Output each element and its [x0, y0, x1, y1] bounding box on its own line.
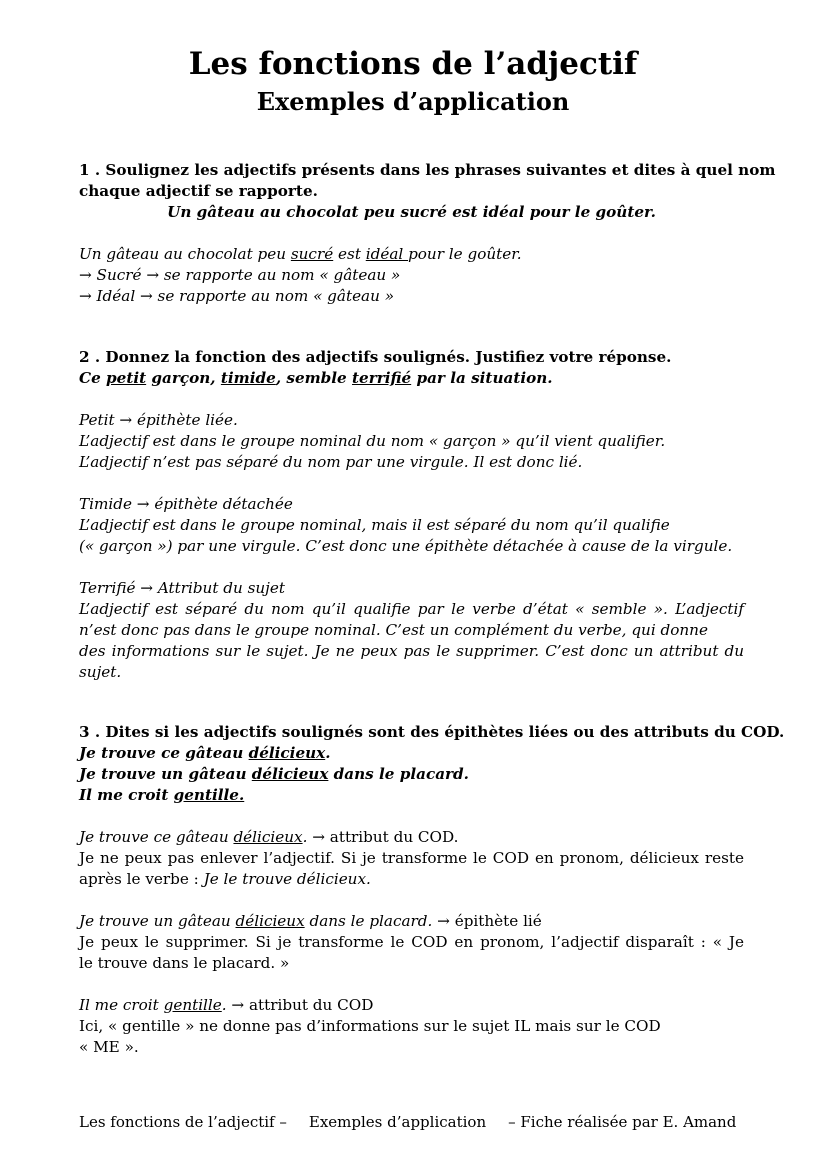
ex2-timide-heading: Timide → épithète détachée — [79, 495, 293, 513]
ex3-sentence-1: Je trouve ce gâteau délicieux. — [79, 744, 331, 762]
ex2-terrifie-line4: sujet. — [79, 663, 122, 681]
ex3-answer1-line2: Je ne peux pas enlever l’adjectif. Si je transforme le COD en pronom, délicieux reste — [79, 849, 744, 867]
ex2-petit-line1: L’adjectif est dans le groupe nominal du nom « garçon » qu’il vient qualifier. — [79, 432, 666, 450]
underlined-adjective: gentille — [163, 996, 222, 1014]
underlined-adjective: terrifié — [352, 369, 412, 387]
ex3-answer3-line3: « ME ». — [79, 1038, 139, 1056]
page-subtitle: Exemples d’application — [256, 87, 570, 116]
ex2-sentence: Ce petit garçon, timide, semble terrifié par la situation. — [79, 369, 553, 387]
underlined-adjective: délicieux — [251, 765, 329, 783]
ex1-answer-line3: → Idéal → se rapporte au nom « gâteau » — [79, 287, 395, 305]
ex2-petit-heading: Petit → épithète liée. — [79, 411, 238, 429]
ex2-terrifie-line1: L’adjectif est séparé du nom qu’il qualifie par le verbe d’état « semble ». L’adjectif — [79, 600, 744, 618]
ex3-answer2-line2: Je peux le supprimer. Si je transforme le COD en pronom, l’adjectif disparaît : « Je — [79, 933, 744, 951]
ex2-terrifie-line3: des informations sur le sujet. Je ne peux pas le supprimer. C’est donc un attribut du — [79, 642, 744, 660]
footer-part-2: Exemples d’application — [308, 1113, 487, 1131]
underlined-adjective: sucré — [290, 245, 334, 263]
exercise-1 — [79, 160, 776, 307]
ex1-sentence: Un gâteau au chocolat peu sucré est idéal pour le goûter. — [167, 203, 656, 221]
ex2-timide-line1: L’adjectif est dans le groupe nominal, mais il est séparé du nom qu’il qualifie — [79, 516, 670, 534]
ex3-answer1-heading: Je trouve ce gâteau délicieux. → attribut du COD. — [79, 828, 459, 846]
ex3-answer2-heading: Je trouve un gâteau délicieux dans le placard. → épithète lié — [79, 912, 542, 930]
underlined-adjective: gentille. — [173, 786, 245, 804]
ex2-question: 2 . Donnez la fonction des adjectifs soulignés. Justifiez votre réponse. — [79, 348, 672, 366]
ex1-answer-line2: → Sucré → se rapporte au nom « gâteau » — [79, 266, 401, 284]
ex3-sentence-2: Je trouve un gâteau délicieux dans le placard. — [79, 765, 469, 783]
exercise-2 — [79, 347, 744, 683]
underlined-adjective: petit — [106, 369, 147, 387]
ex1-question-line2: chaque adjectif se rapporte. — [79, 182, 318, 200]
underlined-adjective: délicieux — [233, 828, 303, 846]
footer-part-3: – Fiche réalisée par E. Amand — [508, 1113, 737, 1131]
footer-part-1: Les fonctions de l’adjectif – — [79, 1113, 287, 1131]
ex3-answer1-line3: après le verbe : Je le trouve délicieux. — [79, 870, 371, 888]
page-title: Les fonctions de l’adjectif — [188, 46, 638, 82]
ex2-terrifie-line2: n’est donc pas dans le groupe nominal. C’est un complément du verbe, qui donne — [79, 621, 708, 639]
ex3-question: 3 . Dites si les adjectifs soulignés sont des épithètes liées ou des attributs du COD. — [79, 723, 785, 741]
ex3-answer2-line3: le trouve dans le placard. » — [79, 954, 290, 972]
exercise-3 — [79, 722, 785, 1058]
underlined-adjective: délicieux — [235, 912, 305, 930]
ex1-question-line1: 1 . Soulignez les adjectifs présents dans les phrases suivantes et dites à quel nom — [79, 161, 776, 179]
ex1-answer-line1: Un gâteau au chocolat peu sucré est idéal pour le goûter. — [79, 245, 522, 263]
ex2-timide-line2: (« garçon ») par une virgule. C’est donc une épithète détachée à cause de la virgule. — [79, 537, 733, 555]
underlined-adjective: timide — [220, 369, 276, 387]
underlined-adjective: idéal — [365, 245, 409, 263]
ex3-answer3-line2: Ici, « gentille » ne donne pas d’informations sur le sujet IL mais sur le COD — [79, 1017, 661, 1035]
underlined-adjective: délicieux — [248, 744, 326, 762]
ex2-petit-line2: L’adjectif n’est pas séparé du nom par une virgule. Il est donc lié. — [79, 453, 583, 471]
ex3-sentence-3: Il me croit gentille. — [79, 786, 245, 804]
ex3-answer3-heading: Il me croit gentille. → attribut du COD — [79, 996, 374, 1014]
page-footer — [79, 1112, 744, 1132]
ex2-terrifie-heading: Terrifié → Attribut du sujet — [79, 579, 285, 597]
